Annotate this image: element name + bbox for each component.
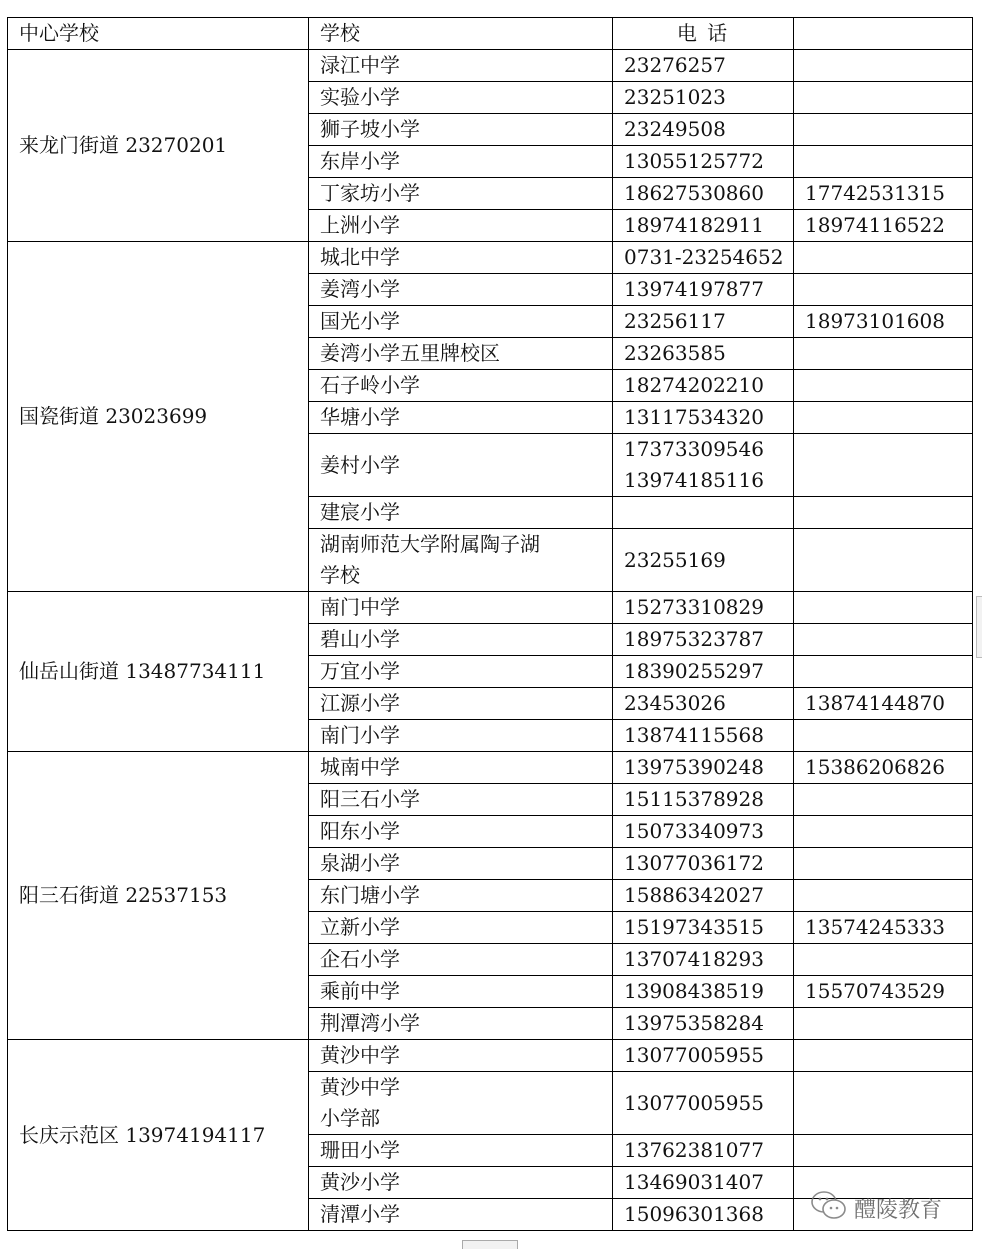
- phone-cell: 15273310829: [613, 592, 794, 624]
- phone2-cell: 15386206826: [794, 752, 973, 784]
- school-cell: 实验小学: [309, 82, 613, 114]
- school-cell: 黄沙中学: [309, 1040, 613, 1072]
- phone2-cell: [794, 624, 973, 656]
- school-cell: 碧山小学: [309, 624, 613, 656]
- phone2-cell: [794, 529, 973, 592]
- school-cell: 阳东小学: [309, 816, 613, 848]
- phone2-cell: [794, 1135, 973, 1167]
- school-cell: 珊田小学: [309, 1135, 613, 1167]
- phone2-cell: [794, 848, 973, 880]
- phone-cell: 13077036172: [613, 848, 794, 880]
- phone2-cell: [794, 497, 973, 529]
- phone-cell: 23276257: [613, 50, 794, 82]
- phone2-cell: [794, 114, 973, 146]
- phone-line: 17373309546: [624, 437, 764, 461]
- school-cell: 泉湖小学: [309, 848, 613, 880]
- phone-cell: 23251023: [613, 82, 794, 114]
- phone-cell: 15197343515: [613, 912, 794, 944]
- school-cell: [309, 529, 613, 592]
- phone-cell: 13117534320: [613, 402, 794, 434]
- school-cell: 渌江中学: [309, 50, 613, 82]
- school-cell: 荆潭湾小学: [309, 1008, 613, 1040]
- phone2-cell: [794, 816, 973, 848]
- phone-cell: 23255169: [613, 529, 794, 592]
- header-phone: 电 话: [613, 18, 794, 50]
- school-cell: 清潭小学: [309, 1199, 613, 1231]
- phone2-cell: [794, 402, 973, 434]
- phone-cell: 13974197877: [613, 274, 794, 306]
- school-cell: 石子岭小学: [309, 370, 613, 402]
- phone-cell: 18627530860: [613, 178, 794, 210]
- school-cell: 城北中学: [309, 242, 613, 274]
- school-cell: 姜湾小学五里牌校区: [309, 338, 613, 370]
- phone2-cell: [794, 82, 973, 114]
- phone2-cell: [794, 784, 973, 816]
- phone2-cell: [794, 146, 973, 178]
- school-cell: 东岸小学: [309, 146, 613, 178]
- phone-cell: [613, 434, 794, 497]
- phone2-cell: [794, 274, 973, 306]
- school-cell: 南门中学: [309, 592, 613, 624]
- phone2-cell: [794, 370, 973, 402]
- watermark: [810, 1190, 942, 1226]
- school-cell: [309, 1072, 613, 1135]
- school-line: 湖南师范大学附属陶子湖: [320, 532, 540, 556]
- phone-cell: 23256117: [613, 306, 794, 338]
- phone-line: 13974185116: [624, 468, 764, 492]
- table-row: [8, 592, 973, 624]
- phone2-cell: 18974116522: [794, 210, 973, 242]
- phone2-cell: [794, 880, 973, 912]
- phone2-cell: [794, 1008, 973, 1040]
- phone-cell: 13908438519: [613, 976, 794, 1008]
- school-cell: 华塘小学: [309, 402, 613, 434]
- phone2-cell: 18973101608: [794, 306, 973, 338]
- school-line: 学校: [320, 563, 360, 587]
- phone-cell: 13055125772: [613, 146, 794, 178]
- phone2-cell: [794, 50, 973, 82]
- phone-cell: 13469031407: [613, 1167, 794, 1199]
- school-cell: 阳三石小学: [309, 784, 613, 816]
- school-line: 黄沙中学: [320, 1075, 400, 1099]
- phone-cell: 18975323787: [613, 624, 794, 656]
- phone-cell: 15073340973: [613, 816, 794, 848]
- phone-cell: 23453026: [613, 688, 794, 720]
- phone-cell: 13874115568: [613, 720, 794, 752]
- school-cell: 姜村小学: [309, 434, 613, 497]
- center-school-cell: 长庆示范区 13974194117: [8, 1040, 309, 1231]
- phone2-cell: [794, 720, 973, 752]
- center-school-cell: 阳三石街道 22537153: [8, 752, 309, 1040]
- phone2-cell: [794, 434, 973, 497]
- school-cell: 乘前中学: [309, 976, 613, 1008]
- school-cell: 万宜小学: [309, 656, 613, 688]
- school-cell: 立新小学: [309, 912, 613, 944]
- table-row: [8, 50, 973, 82]
- phone-cell: 13975358284: [613, 1008, 794, 1040]
- header-row: [8, 18, 973, 50]
- wechat-icon: [810, 1190, 848, 1226]
- phone-cell: 13975390248: [613, 752, 794, 784]
- phone2-cell: [794, 656, 973, 688]
- phone-cell: 13077005955: [613, 1072, 794, 1135]
- table-row: [8, 242, 973, 274]
- phone-cell: 13707418293: [613, 944, 794, 976]
- watermark-text: 醴陵教育: [854, 1197, 943, 1223]
- phone-cell: 23263585: [613, 338, 794, 370]
- school-cell: 国光小学: [309, 306, 613, 338]
- school-cell: 丁家坊小学: [309, 178, 613, 210]
- school-cell: 黄沙小学: [309, 1167, 613, 1199]
- phone-cell: 18390255297: [613, 656, 794, 688]
- phone2-cell: [794, 242, 973, 274]
- phone2-cell: [794, 1072, 973, 1135]
- school-contact-table: [7, 17, 973, 1231]
- header-phone2: [794, 18, 973, 50]
- school-cell: 上洲小学: [309, 210, 613, 242]
- table-row: [8, 1040, 973, 1072]
- phone-cell: 18974182911: [613, 210, 794, 242]
- phone2-cell: 17742531315: [794, 178, 973, 210]
- table-row: [8, 752, 973, 784]
- phone-cell: 18274202210: [613, 370, 794, 402]
- side-scroll-tab[interactable]: [976, 596, 982, 658]
- phone2-cell: 15570743529: [794, 976, 973, 1008]
- center-school-cell: 来龙门街道 23270201: [8, 50, 309, 242]
- phone-cell: 15886342027: [613, 880, 794, 912]
- school-cell: 江源小学: [309, 688, 613, 720]
- phone2-cell: 13874144870: [794, 688, 973, 720]
- phone-cell: 23249508: [613, 114, 794, 146]
- phone-cell: [613, 497, 794, 529]
- phone-cell: 15115378928: [613, 784, 794, 816]
- school-cell: 姜湾小学: [309, 274, 613, 306]
- phone2-cell: [794, 944, 973, 976]
- phone-cell: 13762381077: [613, 1135, 794, 1167]
- phone-cell: 0731-23254652: [613, 242, 794, 274]
- center-school-cell: 仙岳山街道 13487734111: [8, 592, 309, 752]
- school-cell: 企石小学: [309, 944, 613, 976]
- header-school: 学校: [309, 18, 613, 50]
- school-cell: 东门塘小学: [309, 880, 613, 912]
- phone2-cell: [794, 592, 973, 624]
- school-line: 小学部: [320, 1106, 380, 1130]
- phone-cell: 13077005955: [613, 1040, 794, 1072]
- school-cell: 城南中学: [309, 752, 613, 784]
- header-center-school: 中心学校: [8, 18, 309, 50]
- phone2-cell: [794, 338, 973, 370]
- school-cell: 南门小学: [309, 720, 613, 752]
- phone2-cell: 13574245333: [794, 912, 973, 944]
- phone2-cell: [794, 1040, 973, 1072]
- phone-cell: 15096301368: [613, 1199, 794, 1231]
- school-cell: 狮子坡小学: [309, 114, 613, 146]
- center-school-cell: 国瓷街道 23023699: [8, 242, 309, 592]
- school-cell: 建宸小学: [309, 497, 613, 529]
